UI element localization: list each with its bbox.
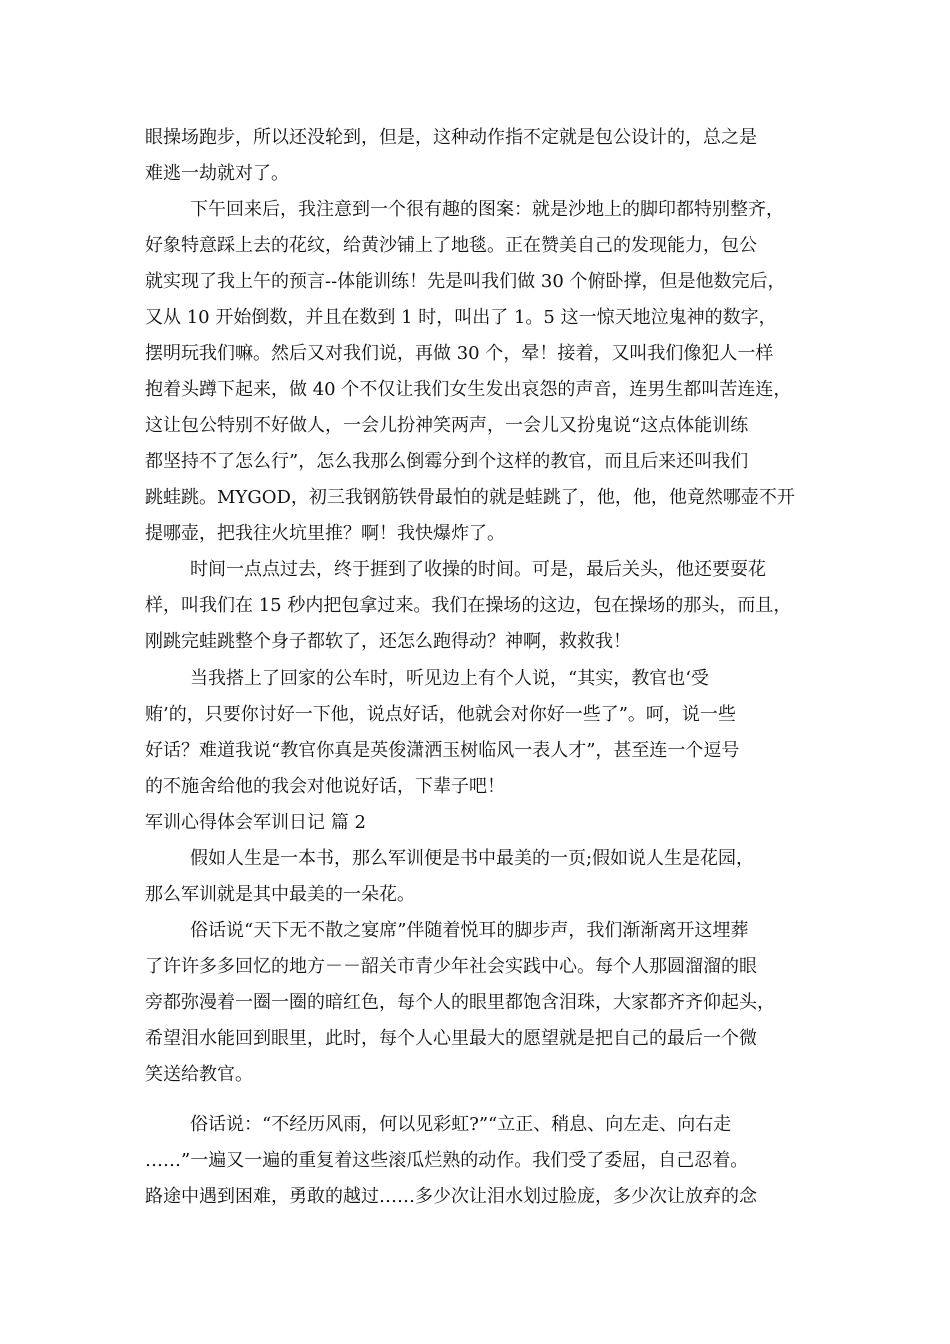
text-line: 路途中遇到困难，勇敢的越过……多少次让泪水划过脸庞，多少次让放弃的念: [145, 1186, 757, 1207]
text-line: 的不施舍给他的我会对他说好话，下辈子吧！: [145, 776, 505, 797]
text-line: 笑送给教官。: [145, 1064, 253, 1085]
text-line: 好象特意踩上去的花纹，给黄沙铺上了地毯。正在赞美自己的发现能力，包公: [145, 235, 757, 256]
paragraph-first-line: 俗话说：“不经历风雨，何以见彩虹?”“立正、稍息、向左走、向右走: [190, 1114, 732, 1135]
text-line: 刚跳完蛙跳整个身子都软了，还怎么跑得动？神啊，救救我！: [145, 631, 631, 652]
text-line: 就实现了我上午的预言--体能训练！先是叫我们做 30 个俯卧撑，但是他数完后，: [145, 271, 786, 292]
text-line: 摆明玩我们嘛。然后又对我们说，再做 30 个，晕！接着，又叫我们像犯人一样: [145, 343, 774, 364]
text-line: 抱着头蹲下起来，做 40 个不仅让我们女生发出哀怨的声音，连男生都叫苦连连，: [145, 379, 792, 400]
text-line: 了许许多多回忆的地方－－韶关市青少年社会实践中心。每个人那圆溜溜的眼: [145, 956, 757, 977]
text-line: 这让包公特别不好做人，一会儿扮神笑两声，一会儿又扮鬼说“这点体能训练: [145, 415, 749, 436]
text-line: ……”一遍又一遍的重复着这些滚瓜烂熟的动作。我们受了委屈，自己忍着。: [145, 1150, 749, 1171]
paragraph-first-line: 时间一点点过去，终于捱到了收操的时间。可是，最后关头，他还要耍花: [190, 559, 766, 580]
text-line: 提哪壶，把我往火坑里推？啊！我快爆炸了。: [145, 523, 505, 544]
text-line: 难逃一劫就对了。: [145, 163, 289, 184]
text-line: 跳蛙跳。MYGOD，初三我钢筋铁骨最怕的就是蛙跳了，他，他，他竟然哪壶不开: [145, 487, 795, 508]
text-line: 那么军训就是其中最美的一朵花。: [145, 884, 415, 905]
text-line: 好话？难道我说“教官你真是英俊潇洒玉树临风一表人才”，甚至连一个逗号: [145, 740, 740, 761]
text-line: 样，叫我们在 15 秒内把包拿过来。我们在操场的这边，包在操场的那头，而且，: [145, 595, 792, 616]
section-heading: 军训心得体会军训日记 篇 2: [145, 812, 366, 833]
text-line: 都坚持不了怎么行”，怎么我那么倒霉分到个这样的教官，而且后来还叫我们: [145, 451, 749, 472]
paragraph-first-line: 假如人生是一本书，那么军训便是书中最美的一页;假如说人生是花园，: [190, 848, 755, 869]
text-line: 眼操场跑步，所以还没轮到，但是，这种动作指不定就是包公设计的，总之是: [145, 127, 757, 148]
text-line: 又从 10 开始倒数，并且在数到 1 时，叫出了 1。5 这一惊天地泣鬼神的数字，: [145, 307, 777, 328]
text-line: 旁都弥漫着一圈一圈的暗红色，每个人的眼里都饱含泪珠，大家都齐齐仰起头，: [145, 992, 775, 1013]
paragraph-first-line: 当我搭上了回家的公车时，听见边上有个人说，“其实，教官也‘受: [190, 668, 709, 689]
text-line: 希望泪水能回到眼里，此时，每个人心里最大的愿望就是把自己的最后一个微: [145, 1028, 757, 1049]
text-line: 贿’的，只要你讨好一下他，说点好话，他就会对你好一些了”。呵，说一些: [145, 704, 736, 725]
paragraph-first-line: 下午回来后，我注意到一个很有趣的图案：就是沙地上的脚印都特别整齐，: [190, 199, 784, 220]
paragraph-first-line: 俗话说“天下无不散之宴席”伴随着悦耳的脚步声，我们渐渐离开这埋葬: [190, 920, 749, 941]
